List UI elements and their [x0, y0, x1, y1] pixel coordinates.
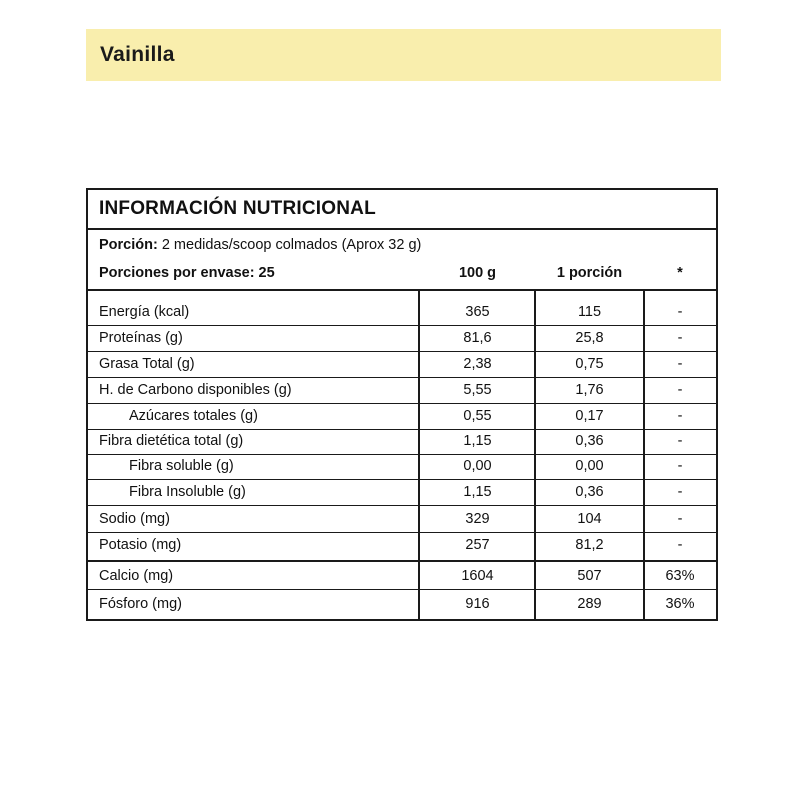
- daily-value-percent: -: [677, 511, 683, 527]
- value-per-portion: 507: [577, 568, 602, 584]
- column-header-100g: 100 g: [458, 265, 497, 281]
- daily-value-percent: -: [677, 382, 683, 398]
- value-per-portion: 81,2: [575, 537, 604, 553]
- daily-value-percent: 63%: [665, 568, 695, 584]
- value-per-100g: 1,15: [463, 433, 492, 449]
- value-per-portion: 289: [577, 596, 602, 612]
- row-calcium: [88, 563, 716, 590]
- portion-value: 2 medidas/scoop colmados (Aprox 32 g): [157, 237, 422, 253]
- nutrient-name: H. de Carbono disponibles (g): [99, 382, 292, 398]
- value-per-portion: 0,36: [575, 433, 604, 449]
- row-dietary-fiber: [88, 428, 716, 455]
- daily-value-percent: -: [677, 458, 683, 474]
- nutrient-name: Azúcares totales (g): [129, 408, 258, 424]
- daily-value-percent: -: [677, 304, 683, 320]
- nutrient-name: Calcio (mg): [99, 568, 174, 584]
- value-per-portion: 0,36: [575, 484, 604, 500]
- row-total-fat: [88, 351, 716, 378]
- row-sodium: [88, 506, 716, 533]
- flavor-label: Vainilla: [100, 43, 175, 66]
- value-per-100g: 257: [465, 537, 490, 553]
- row-protein: [88, 325, 716, 352]
- servings-per-package: Porciones por envase: 25: [99, 265, 275, 281]
- value-per-portion: 104: [577, 511, 602, 527]
- nutrient-name: Fibra dietética total (g): [99, 433, 244, 449]
- row-carbohydrates: [88, 377, 716, 404]
- column-header-portion: 1 porción: [556, 265, 623, 281]
- value-per-100g: 2,38: [463, 356, 492, 372]
- value-per-100g: 916: [465, 596, 490, 612]
- value-per-portion: 0,75: [575, 356, 604, 372]
- value-per-portion: 1,76: [575, 382, 604, 398]
- value-per-portion: 115: [577, 304, 602, 320]
- value-per-portion: 0,17: [575, 408, 604, 424]
- daily-value-percent: -: [677, 408, 683, 424]
- row-soluble-fiber: [88, 453, 716, 480]
- value-per-portion: 0,00: [575, 458, 604, 474]
- row-total-sugars: [88, 403, 716, 430]
- portion-label: Porción:: [99, 237, 158, 253]
- portion-info: [99, 237, 421, 253]
- value-per-100g: 5,55: [463, 382, 492, 398]
- nutrient-name: Fibra Insoluble (g): [129, 484, 246, 500]
- daily-value-percent: -: [677, 433, 683, 449]
- value-per-100g: 1604: [461, 568, 494, 584]
- daily-value-percent: -: [677, 330, 683, 346]
- row-insoluble-fiber: [88, 479, 716, 506]
- row-energy: [88, 299, 716, 326]
- nutrient-name: Fibra soluble (g): [129, 458, 234, 474]
- value-per-100g: 365: [465, 304, 490, 320]
- value-per-100g: 1,15: [463, 484, 492, 500]
- row-phosphorus: [88, 591, 716, 617]
- daily-value-percent: -: [677, 356, 683, 372]
- nutrient-name: Fósforo (mg): [99, 596, 182, 612]
- nutrition-facts-table: [86, 188, 718, 621]
- nutrient-name: Grasa Total (g): [99, 356, 195, 372]
- value-per-100g: 81,6: [463, 330, 492, 346]
- value-per-100g: 0,00: [463, 458, 492, 474]
- header-separator: [88, 289, 716, 291]
- nutrient-name: Potasio (mg): [99, 537, 182, 553]
- nutrient-name: Sodio (mg): [99, 511, 170, 527]
- row-potassium: [88, 532, 716, 558]
- column-header-daily-value: *: [677, 265, 683, 281]
- nutrient-name: Energía (kcal): [99, 304, 190, 320]
- daily-value-percent: 36%: [665, 596, 695, 612]
- daily-value-percent: -: [677, 484, 683, 500]
- nutrient-name: Proteínas (g): [99, 330, 183, 346]
- value-per-100g: 0,55: [463, 408, 492, 424]
- value-per-portion: 25,8: [575, 330, 604, 346]
- daily-value-percent: -: [677, 537, 683, 553]
- value-per-100g: 329: [465, 511, 490, 527]
- minerals-separator: [88, 560, 716, 562]
- nutrition-table-title: INFORMACIÓN NUTRICIONAL: [88, 190, 716, 230]
- flavor-banner: [86, 29, 721, 81]
